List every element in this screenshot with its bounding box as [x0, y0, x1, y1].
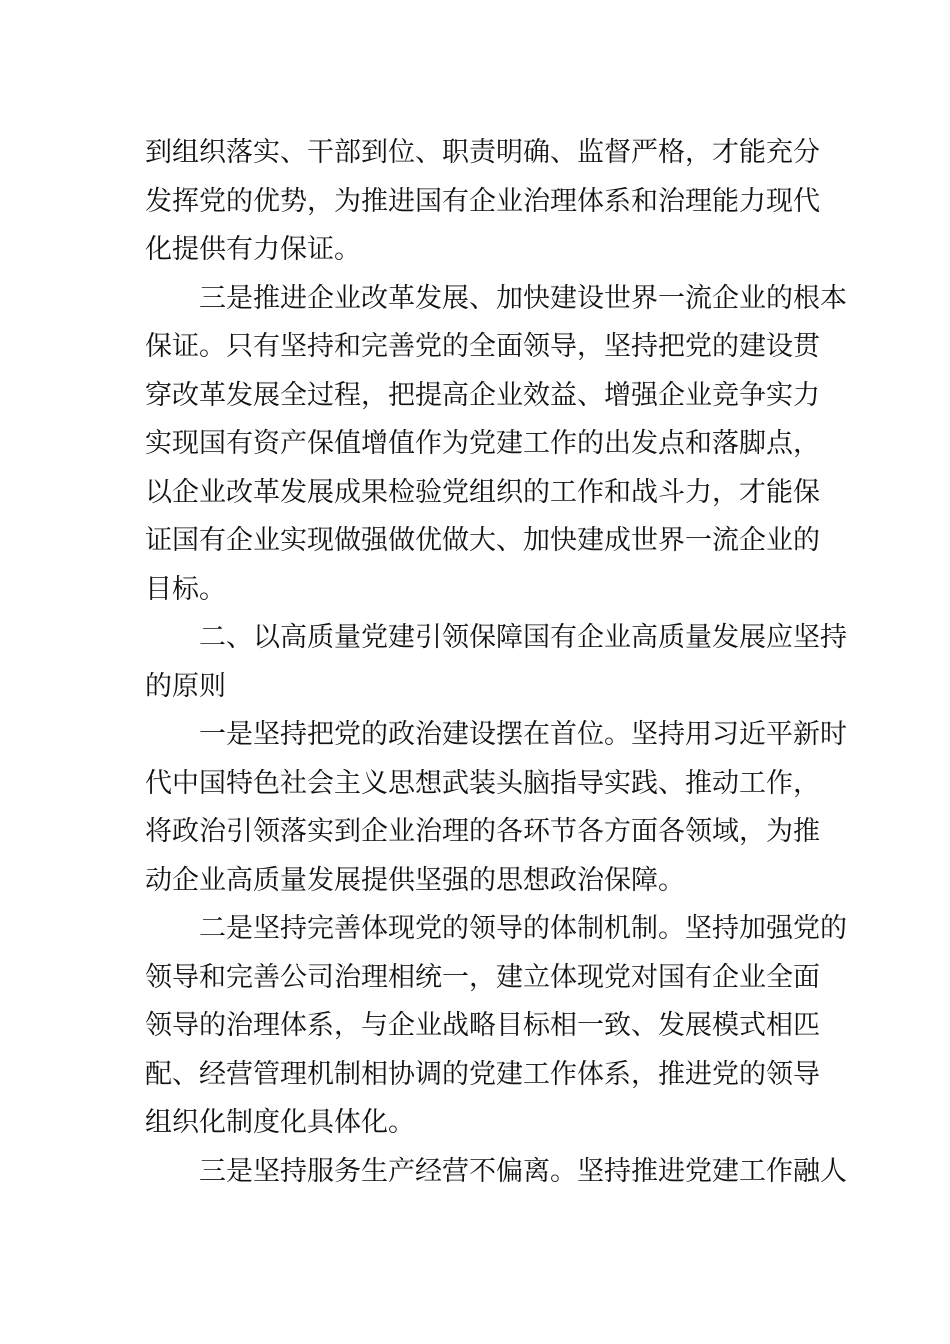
text-line: 领导的治理体系，与企业战略目标相一致、发展模式相匹	[145, 1010, 820, 1041]
text-line: 三是坚持服务生产经营不偏离。坚持推进党建工作融人	[199, 1155, 847, 1187]
text-line: 以企业改革发展成果检验党组织的工作和战斗力，才能保	[145, 476, 820, 508]
text-line: 领导和完善公司治理相统一，建立体现党对国有企业全面	[145, 961, 820, 993]
text-line: 的原则	[145, 670, 226, 702]
text-line: 二是坚持完善体现党的领导的体制机制。坚持加强党的	[199, 913, 847, 944]
paragraph	[145, 275, 847, 615]
paragraph	[145, 711, 847, 905]
text-line: 动企业高质量发展提供坚强的思想政治保障。	[145, 864, 685, 896]
text-line: 配、经营管理机制相协调的党建工作体系，推进党的领导	[145, 1058, 820, 1090]
text-line: 化提供有力保证。	[145, 234, 361, 265]
text-line: 三是推进企业改革发展、加快建设世界一流企业的根本	[199, 282, 847, 314]
paragraph	[145, 905, 847, 1148]
paragraph	[145, 614, 847, 711]
text-line: 代中国特色社会主义思想武装头脑指导实践、推动工作，	[145, 767, 820, 799]
text-line: 二、以高质量党建引领保障国有企业高质量发展应坚持	[199, 622, 847, 653]
text-line: 目标。	[145, 573, 226, 605]
text-line: 穿改革发展全过程，把提高企业效益、增强企业竞争实力	[145, 379, 820, 411]
text-line: 保证。只有坚持和完善党的全面领导，坚持把党的建设贯	[145, 331, 820, 362]
text-line: 证国有企业实现做强做优做大、加快建成世界一流企业的	[145, 525, 820, 556]
text-line: 将政治引领落实到企业治理的各环节各方面各领域，为推	[145, 816, 820, 847]
text-line: 组织化制度化具体化。	[145, 1107, 415, 1138]
paragraph	[145, 1148, 847, 1197]
text-line: 一是坚持把党的政治建设摆在首位。坚持用习近平新时	[199, 719, 847, 750]
text-line: 到组织落实、干部到位、职责明确、监督严格，才能充分	[145, 137, 820, 168]
document-body	[145, 129, 847, 1196]
text-line: 发挥党的优势，为推进国有企业治理体系和治理能力现代	[145, 185, 820, 217]
paragraph	[145, 129, 820, 275]
text-line: 实现国有资产保值增值作为党建工作的出发点和落脚点，	[145, 428, 820, 459]
